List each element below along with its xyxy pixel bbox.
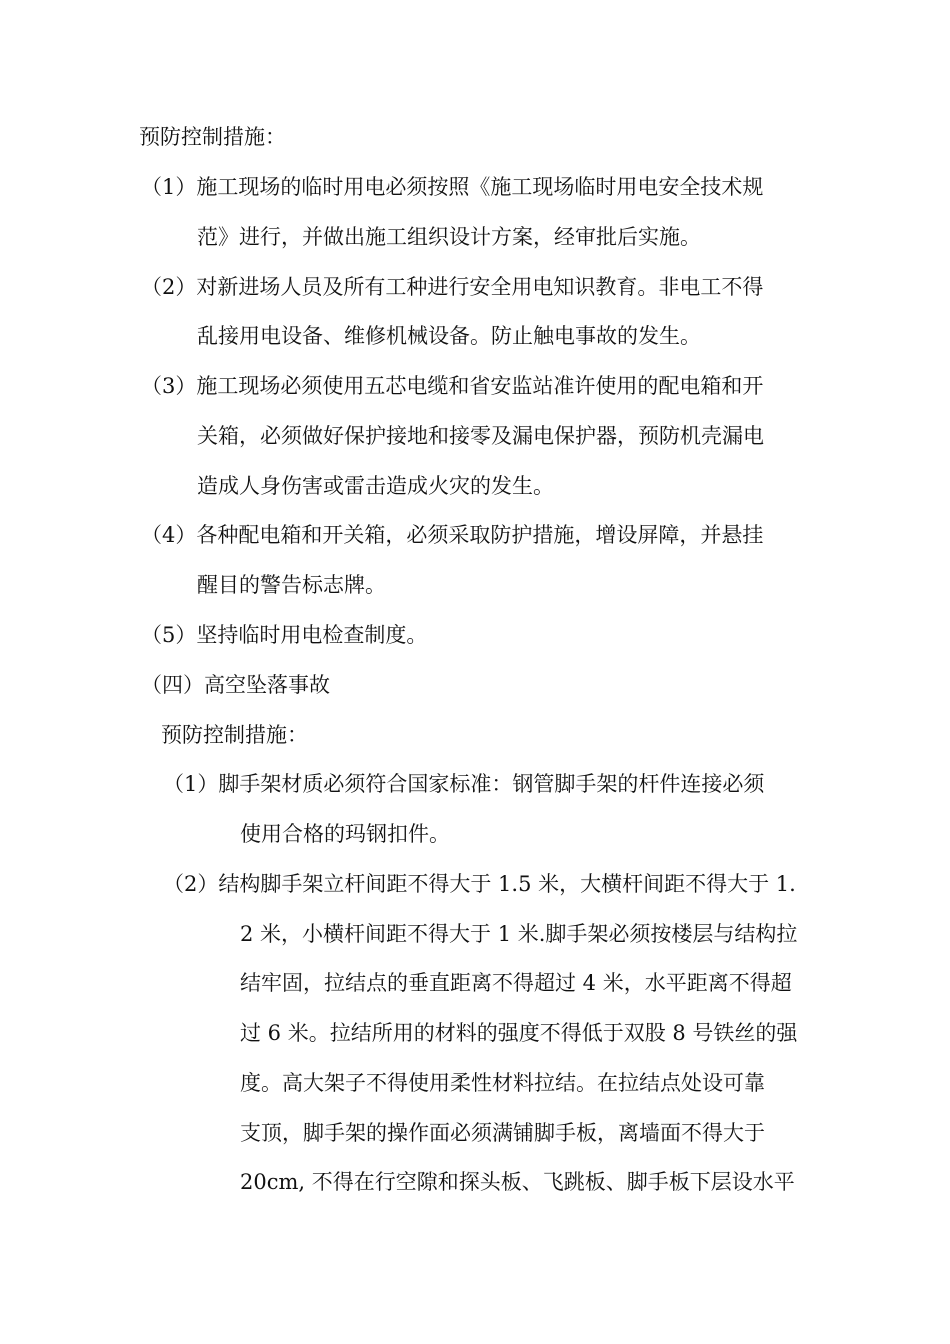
s2-item-2-line-5: 度。高大架子不得使用柔性材料拉结。在拉结点处设可靠 (240, 1071, 765, 1095)
item-1-line-2: 范》进行，并做出施工组织设计方案，经审批后实施。 (197, 225, 701, 249)
s2-item-2-line-6: 支顶，脚手架的操作面必须满铺脚手板，离墙面不得大于 (240, 1121, 765, 1145)
item-2-line-2: 乱接用电设备、维修机械设备。防止触电事故的发生。 (197, 324, 701, 348)
s2-item-2-line-4: 过 6 米。拉结所用的材料的强度不得低于双股 8 号铁丝的强 (240, 1021, 798, 1045)
s2-item-2-line-3: 结牢固，拉结点的垂直距离不得超过 4 米，水平距离不得超 (240, 971, 792, 995)
section2-heading: 预防控制措施： (161, 723, 308, 747)
s2-item-1-line-2: 使用合格的玛钢扣件。 (240, 822, 450, 846)
item-2-line-1: （2）对新进场人员及所有工种进行安全用电知识教育。非电工不得 (141, 275, 764, 299)
item-1-line-1: （1）施工现场的临时用电必须按照《施工现场临时用电安全技术规 (141, 175, 764, 199)
s2-item-1-line-1: （1）脚手架材质必须符合国家标准：钢管脚手架的杆件连接必须 (163, 772, 765, 796)
section2-title: （四）高空坠落事故 (141, 673, 330, 697)
item-3-line-2: 关箱，必须做好保护接地和接零及漏电保护器，预防机壳漏电 (197, 424, 764, 448)
section1-heading: 预防控制措施： (139, 125, 286, 149)
item-5-line-1: （5）坚持临时用电检查制度。 (141, 623, 428, 647)
item-3-line-1: （3）施工现场必须使用五芯电缆和省安监站准许使用的配电箱和开 (141, 374, 764, 398)
s2-item-2-line-2: 2 米，小横杆间距不得大于 1 米.脚手架必须按楼层与结构拉 (240, 922, 798, 946)
s2-item-2-line-7: 20cm, 不得在行空隙和探头板、飞跳板、脚手板下层设水平 (240, 1170, 795, 1194)
item-4-line-2: 醒目的警告标志牌。 (197, 573, 386, 597)
item-4-line-1: （4）各种配电箱和开关箱，必须采取防护措施，增设屏障，并悬挂 (141, 523, 764, 547)
s2-item-2-line-1: （2）结构脚手架立杆间距不得大于 1.5 米，大横杆间距不得大于 1. (163, 872, 796, 896)
item-3-line-3: 造成人身伤害或雷击造成火灾的发生。 (197, 474, 554, 498)
